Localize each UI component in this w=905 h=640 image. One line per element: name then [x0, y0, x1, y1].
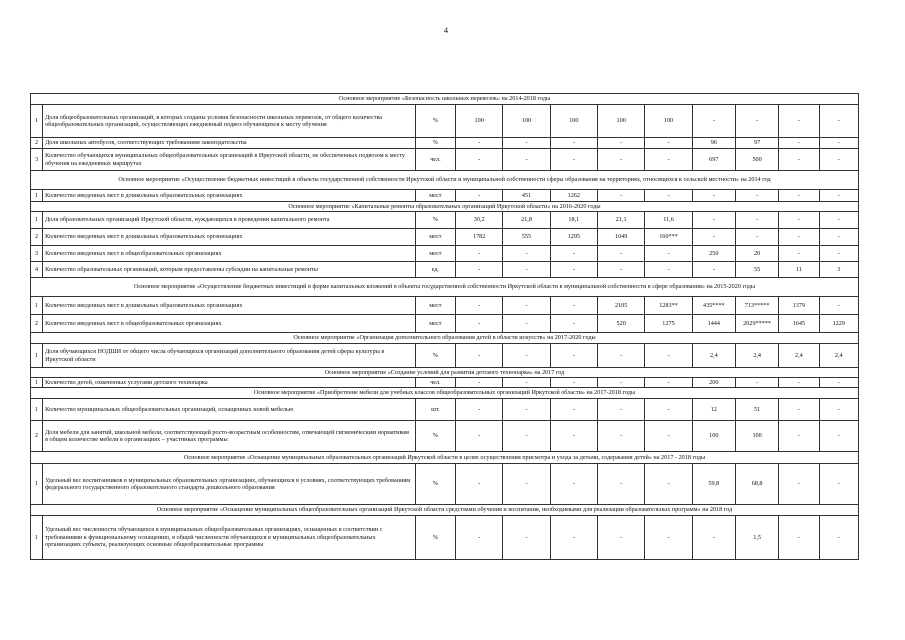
- year-value: -: [819, 464, 858, 505]
- year-value: -: [779, 378, 819, 388]
- year-value: 100: [645, 105, 692, 138]
- year-value: -: [456, 399, 503, 421]
- year-value: -: [598, 464, 645, 505]
- year-value: -: [598, 378, 645, 388]
- row-number: 3: [31, 149, 43, 171]
- year-value: -: [456, 315, 503, 333]
- table-row: [31, 246, 859, 262]
- year-value: -: [456, 344, 503, 368]
- row-number: 2: [31, 315, 43, 333]
- year-value: 1645: [779, 315, 819, 333]
- year-value: -: [503, 464, 550, 505]
- year-value: 1049: [598, 229, 645, 246]
- indicator-name: Количество обучающихся муниципальных общеобразовательных организаций в Иркутской области, не обеспеченных подвозом к месту обучения на ежедневных маршрутах: [43, 149, 416, 171]
- year-value: 1444: [692, 315, 735, 333]
- year-value: -: [550, 262, 597, 278]
- year-value: -: [598, 399, 645, 421]
- year-value: -: [598, 190, 645, 202]
- unit-of-measure: %: [415, 212, 455, 229]
- year-value: -: [550, 344, 597, 368]
- year-value: 200: [692, 378, 735, 388]
- year-value: 55: [735, 262, 778, 278]
- indicator-name: Доля образовательных организаций Иркутской области, нуждающихся в проведении капитального ремонта: [43, 212, 416, 229]
- year-value: 20: [735, 246, 778, 262]
- row-number: 1: [31, 516, 43, 560]
- indicator-name: Удельный вес воспитанников в муниципальных образовательных организациях, обучающихся в условиях, соответствующих требованиям федерального государственного образовательного стандарта дошкольного образования: [43, 464, 416, 505]
- year-value: -: [503, 246, 550, 262]
- year-value: -: [735, 190, 778, 202]
- year-value: 21,1: [598, 212, 645, 229]
- indicator-name: Количество введенных мест в дошкольных образовательных организациях: [43, 229, 416, 246]
- section-header-row: [31, 202, 859, 212]
- year-value: -: [598, 246, 645, 262]
- year-value: -: [779, 212, 819, 229]
- year-value: -: [456, 378, 503, 388]
- year-value: -: [645, 421, 692, 452]
- year-value: 100: [550, 105, 597, 138]
- year-value: 451: [503, 190, 550, 202]
- table-row: [31, 421, 859, 452]
- year-value: 59,8: [692, 464, 735, 505]
- table-row: [31, 138, 859, 149]
- year-value: -: [503, 149, 550, 171]
- year-value: -: [598, 344, 645, 368]
- unit-of-measure: мест: [415, 246, 455, 262]
- indicator-name: Количество введенных мест в дошкольных образовательных организациях: [43, 190, 416, 202]
- year-value: -: [819, 516, 858, 560]
- year-value: -: [735, 229, 778, 246]
- year-value: 11,6: [645, 212, 692, 229]
- year-value: -: [503, 421, 550, 452]
- year-value: -: [819, 229, 858, 246]
- year-value: -: [735, 105, 778, 138]
- year-value: -: [645, 149, 692, 171]
- year-value: -: [692, 212, 735, 229]
- year-value: 100: [598, 105, 645, 138]
- year-value: 100: [692, 421, 735, 452]
- unit-of-measure: мест: [415, 229, 455, 246]
- section-header-row: [31, 505, 859, 516]
- unit-of-measure: %: [415, 105, 455, 138]
- year-value: 1275: [645, 315, 692, 333]
- year-value: -: [819, 105, 858, 138]
- row-number: 1: [31, 378, 43, 388]
- year-value: 18,1: [550, 212, 597, 229]
- year-value: 100: [503, 105, 550, 138]
- year-value: 2,4: [819, 344, 858, 368]
- year-value: -: [645, 464, 692, 505]
- year-value: 435****: [692, 297, 735, 315]
- year-value: -: [692, 516, 735, 560]
- section-title: Основное мероприятие «Осуществление бюджетных инвестиций в объекты государственной собственности Иркутской области и муниципальной собственности сферы образования на территориях, относящихся к сельской местности» на 2014 год: [31, 171, 859, 190]
- year-value: -: [550, 149, 597, 171]
- section-title: Основное мероприятие «Создание условий для развития детского технопарка» на 2017 год: [31, 368, 859, 378]
- year-value: -: [779, 138, 819, 149]
- year-value: -: [692, 105, 735, 138]
- year-value: -: [779, 399, 819, 421]
- year-value: 250: [692, 246, 735, 262]
- year-value: -: [645, 190, 692, 202]
- row-number: 1: [31, 212, 43, 229]
- year-value: -: [819, 138, 858, 149]
- year-value: -: [456, 516, 503, 560]
- year-value: -: [645, 262, 692, 278]
- year-value: -: [456, 246, 503, 262]
- row-number: 1: [31, 105, 43, 138]
- indicator-name: Количество введенных мест в общеобразовательных организациях: [43, 246, 416, 262]
- year-value: -: [645, 138, 692, 149]
- year-value: 520: [598, 315, 645, 333]
- year-value: 555: [503, 229, 550, 246]
- year-value: 97: [735, 138, 778, 149]
- indicator-name: Количество введенных мест в общеобразовательных организациях: [43, 315, 416, 333]
- year-value: 96: [692, 138, 735, 149]
- table-row: [31, 297, 859, 315]
- year-value: 1295: [550, 229, 597, 246]
- unit-of-measure: %: [415, 138, 455, 149]
- year-value: -: [550, 246, 597, 262]
- section-header-row: [31, 333, 859, 344]
- section-title: Основное мероприятие «Организация дополнительного образования детей в области искусств» на 2017-2020 годы: [31, 333, 859, 344]
- year-value: 3: [819, 262, 858, 278]
- year-value: 68,8: [735, 464, 778, 505]
- year-value: -: [645, 246, 692, 262]
- year-value: 1,5: [735, 516, 778, 560]
- year-value: -: [779, 229, 819, 246]
- year-value: -: [779, 464, 819, 505]
- year-value: -: [598, 516, 645, 560]
- year-value: -: [819, 149, 858, 171]
- year-value: -: [819, 421, 858, 452]
- year-value: -: [503, 516, 550, 560]
- year-value: 2,4: [692, 344, 735, 368]
- year-value: -: [735, 212, 778, 229]
- year-value: -: [819, 297, 858, 315]
- year-value: -: [550, 399, 597, 421]
- year-value: -: [819, 378, 858, 388]
- unit-of-measure: чел.: [415, 378, 455, 388]
- unit-of-measure: %: [415, 344, 455, 368]
- unit-of-measure: ед.: [415, 262, 455, 278]
- row-number: 1: [31, 399, 43, 421]
- section-header-row: [31, 388, 859, 399]
- section-title: Основное мероприятие «Безопасность школьных перевозок» на 2014-2018 годы: [31, 94, 859, 105]
- section-header-row: [31, 452, 859, 464]
- section-header-row: [31, 171, 859, 190]
- unit-of-measure: %: [415, 421, 455, 452]
- year-value: 21,8: [503, 212, 550, 229]
- row-number: 1: [31, 190, 43, 202]
- section-header-row: [31, 94, 859, 105]
- year-value: -: [779, 516, 819, 560]
- year-value: 1229: [819, 315, 858, 333]
- table-row: [31, 464, 859, 505]
- row-number: 1: [31, 464, 43, 505]
- year-value: -: [598, 421, 645, 452]
- table-row: [31, 516, 859, 560]
- row-number: 2: [31, 421, 43, 452]
- unit-of-measure: мест: [415, 297, 455, 315]
- year-value: -: [645, 378, 692, 388]
- year-value: 1283**: [645, 297, 692, 315]
- year-value: 1782: [456, 229, 503, 246]
- year-value: -: [819, 399, 858, 421]
- year-value: -: [819, 246, 858, 262]
- year-value: -: [779, 246, 819, 262]
- table-row: [31, 378, 859, 388]
- year-value: 11: [779, 262, 819, 278]
- year-value: 1262: [550, 190, 597, 202]
- year-value: -: [456, 297, 503, 315]
- year-value: 51: [735, 399, 778, 421]
- year-value: -: [550, 516, 597, 560]
- table-row: [31, 149, 859, 171]
- table-row: [31, 399, 859, 421]
- indicator-name: Доля школьных автобусов, соответствующих требованиям законодательства: [43, 138, 416, 149]
- indicators-table: [30, 93, 859, 560]
- table-row: [31, 315, 859, 333]
- year-value: -: [735, 378, 778, 388]
- year-value: -: [550, 138, 597, 149]
- table-row: [31, 105, 859, 138]
- table-row: [31, 190, 859, 202]
- row-number: 1: [31, 297, 43, 315]
- table-row: [31, 212, 859, 229]
- year-value: -: [456, 421, 503, 452]
- section-header-row: [31, 278, 859, 297]
- year-value: -: [692, 229, 735, 246]
- row-number: 2: [31, 138, 43, 149]
- section-title: Основное мероприятие «Оснащение муниципальных общеобразовательных организаций Иркутской области средствами обучения и воспитания, необходимыми для реализации образовательных программ» на 2018 год: [31, 505, 859, 516]
- year-value: -: [503, 399, 550, 421]
- indicator-name: Доля мебели для занятий, школьной мебели, соответствующей росто-возрастным особенностям, отвечающей гигиеническим нормативам в общем количестве мебели в организациях – участниках программы: [43, 421, 416, 452]
- unit-of-measure: шт.: [415, 399, 455, 421]
- table-row: [31, 344, 859, 368]
- year-value: 1379: [779, 297, 819, 315]
- year-value: 500: [735, 149, 778, 171]
- indicator-name: Количество муниципальных общеобразовательных организаций, оснащенных новой мебелью: [43, 399, 416, 421]
- year-value: -: [503, 262, 550, 278]
- year-value: 2029*****: [735, 315, 778, 333]
- year-value: -: [550, 464, 597, 505]
- year-value: -: [819, 212, 858, 229]
- year-value: -: [645, 516, 692, 560]
- year-value: 697: [692, 149, 735, 171]
- year-value: -: [645, 344, 692, 368]
- unit-of-measure: мест: [415, 315, 455, 333]
- unit-of-measure: %: [415, 516, 455, 560]
- year-value: -: [598, 138, 645, 149]
- year-value: -: [779, 105, 819, 138]
- year-value: -: [456, 262, 503, 278]
- year-value: 713*****: [735, 297, 778, 315]
- section-title: Основное мероприятие «Капитальные ремонты образовательных организаций Иркутской области» на 2016-2020 годы: [31, 202, 859, 212]
- year-value: 2,4: [779, 344, 819, 368]
- year-value: -: [692, 190, 735, 202]
- indicator-name: Количество образовательных организаций, которым предоставлены субсидии на капитальные ремонты: [43, 262, 416, 278]
- year-value: -: [779, 190, 819, 202]
- unit-of-measure: %: [415, 464, 455, 505]
- row-number: 1: [31, 344, 43, 368]
- year-value: -: [550, 378, 597, 388]
- year-value: -: [456, 138, 503, 149]
- year-value: -: [503, 344, 550, 368]
- year-value: -: [503, 315, 550, 333]
- year-value: -: [598, 149, 645, 171]
- section-title: Основное мероприятие «Оснащение муниципальных образовательных организаций Иркутской области в целях осуществления присмотра и ухода за детьми, содержания детей» на 2017 - 2018 годы: [31, 452, 859, 464]
- year-value: -: [550, 315, 597, 333]
- year-value: -: [456, 149, 503, 171]
- indicator-name: Количество детей, охваченных услугами детского технопарка: [43, 378, 416, 388]
- section-title: Основное мероприятие «Приобретение мебели для учебных классов общеобразовательных организаций Иркутской области» на 2017-2018 годы: [31, 388, 859, 399]
- table-row: [31, 262, 859, 278]
- year-value: -: [550, 421, 597, 452]
- indicator-name: Доля обучающихся НОДШИ от общего числа обучающихся организаций дополнительного образования детей сферы культуры в Иркутской области: [43, 344, 416, 368]
- year-value: -: [598, 262, 645, 278]
- year-value: -: [550, 297, 597, 315]
- year-value: 160***: [645, 229, 692, 246]
- year-value: -: [503, 297, 550, 315]
- year-value: -: [779, 149, 819, 171]
- year-value: -: [779, 421, 819, 452]
- indicator-name: Количество введенных мест в дошкольных образовательных организациях: [43, 297, 416, 315]
- indicator-name: Доля общеобразовательных организаций, в которых созданы условия безопасности школьных перевозок, от общего количества общеобразовательных организаций, осуществляющих ежедневный подвоз обучающихся к месту обучения: [43, 105, 416, 138]
- unit-of-measure: мест: [415, 190, 455, 202]
- unit-of-measure: чел.: [415, 149, 455, 171]
- row-number: 3: [31, 246, 43, 262]
- row-number: 2: [31, 229, 43, 246]
- year-value: -: [456, 464, 503, 505]
- year-value: -: [645, 399, 692, 421]
- year-value: 100: [456, 105, 503, 138]
- section-header-row: [31, 368, 859, 378]
- section-title: Основное мероприятие «Осуществление бюджетных инвестиций в форме капитальных вложений в объекты государственной собственности Иркутской области в муниципальной собственности в сфере образования» на 2015-2020 годы: [31, 278, 859, 297]
- year-value: -: [456, 190, 503, 202]
- table-row: [31, 229, 859, 246]
- page-number: 4: [444, 26, 448, 35]
- year-value: -: [692, 262, 735, 278]
- year-value: 2,4: [735, 344, 778, 368]
- year-value: 2105: [598, 297, 645, 315]
- year-value: 30,2: [456, 212, 503, 229]
- row-number: 4: [31, 262, 43, 278]
- year-value: -: [503, 138, 550, 149]
- year-value: 12: [692, 399, 735, 421]
- year-value: -: [819, 190, 858, 202]
- indicator-name: Удельный вес численности обучающихся в муниципальных общеобразовательных организациях, оснащенных в соответствии с требованиями к функциональному оснащению, в общей численности обучающихся в муниципальных общеобразовательных организациях субъекта, реализующих основные общеобразовательные программы: [43, 516, 416, 560]
- year-value: -: [503, 378, 550, 388]
- year-value: 100: [735, 421, 778, 452]
